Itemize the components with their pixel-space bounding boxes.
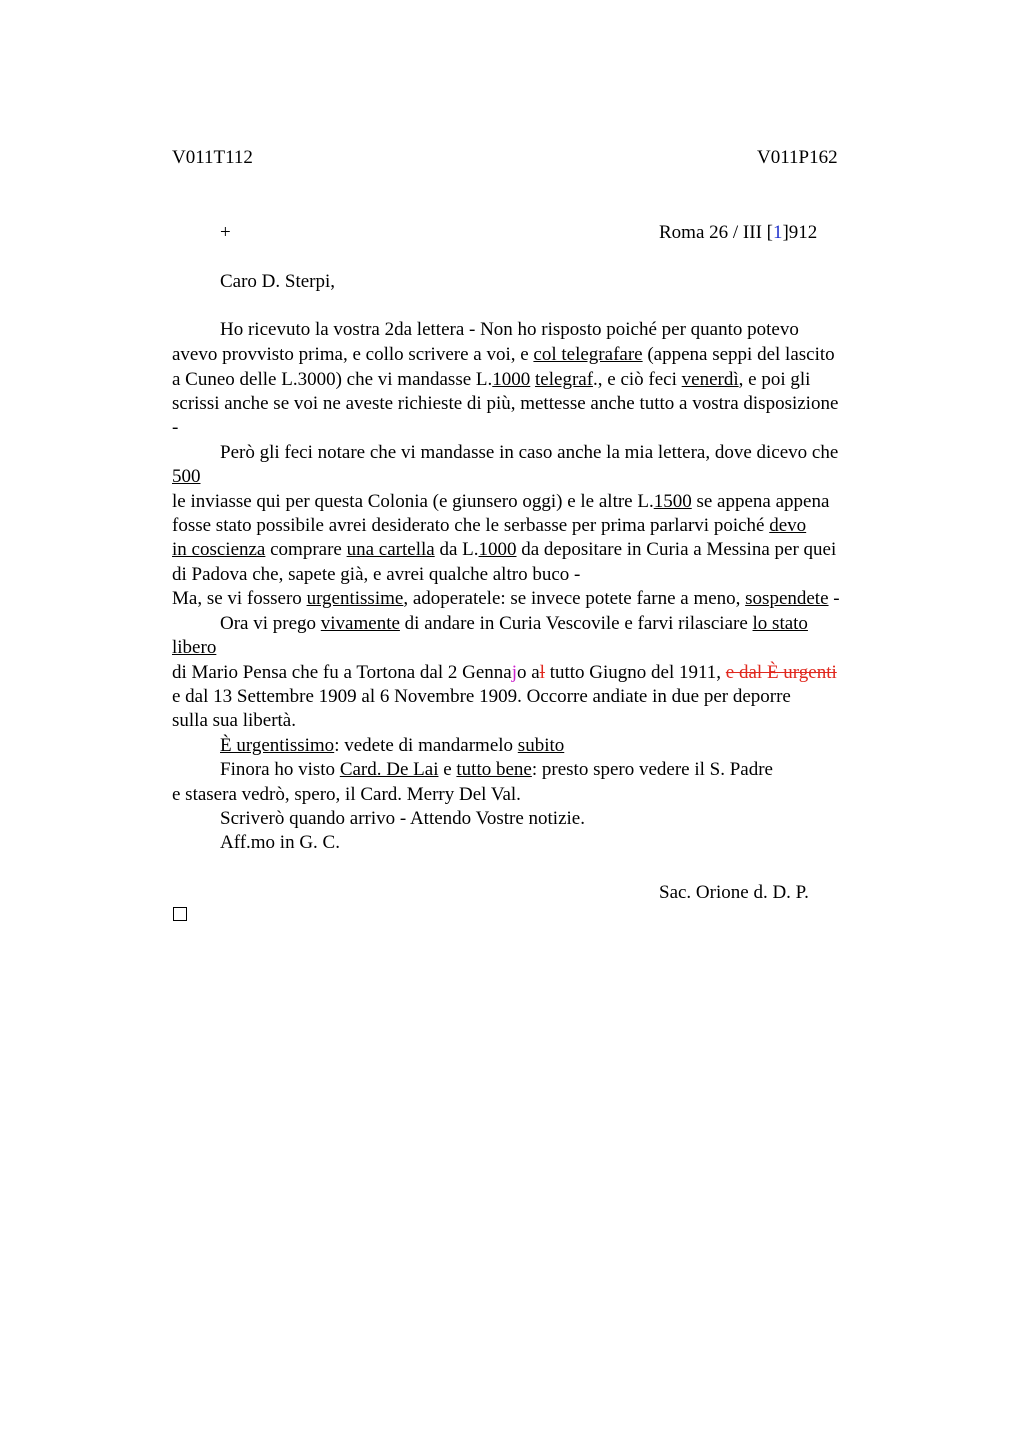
- editorial-insert: j: [511, 662, 517, 683]
- letter-date: Roma 26 / III [1]912: [659, 222, 818, 243]
- body-line: Però gli feci notare che vi mandasse in caso anche la mia lettera, dove dicevo che: [220, 442, 839, 463]
- header-left-code: V011T112: [172, 147, 253, 168]
- date-editorial-insert: 1: [772, 222, 783, 243]
- body-line: e dal 13 Settembre 1909 al 6 Novembre 1909. Occorre andiate in due per deporre: [172, 686, 791, 707]
- body-line: libero: [172, 637, 217, 658]
- body-line: fosse stato possibile avrei desiderato che le serbasse per prima parlarvi poiché devo: [172, 515, 807, 536]
- editorial-deletion: l: [539, 662, 545, 683]
- editorial-deletion: e dal È urgenti: [725, 662, 837, 683]
- body-line: Ma, se vi fossero urgentissime, adoperatele: se invece potete farne a meno, sospendete -: [172, 588, 840, 609]
- body-line: -: [172, 417, 179, 438]
- body-line: le inviasse qui per questa Colonia (e giunsero oggi) e le altre L.1500 se appena appena: [172, 491, 830, 512]
- body-line: Finora ho visto Card. De Lai e tutto bene: presto spero vedere il S. Padre: [220, 759, 773, 780]
- body-line: e stasera vedrò, spero, il Card. Merry Del Val.: [172, 784, 521, 805]
- signature: Sac. Orione d. D. P.: [659, 882, 809, 903]
- body-line: È urgentissimo: vedete di mandarmelo subito: [220, 735, 565, 756]
- body-line: 500: [172, 466, 201, 487]
- body-line: di Mario Pensa che fu a Tortona dal 2 Gennajo al tutto Giugno del 1911, e dal È urgenti: [172, 662, 837, 683]
- body-line: Ora vi prego vivamente di andare in Curia Vescovile e farvi rilasciare lo stato: [220, 613, 808, 634]
- header-right-code: V011P162: [757, 147, 838, 168]
- cross-mark: +: [220, 222, 231, 243]
- body-line: a Cuneo delle L.3000) che vi mandasse L.1000 telegraf., e ciò feci venerdì, e poi gli: [172, 369, 811, 390]
- body-line: sulla sua libertà.: [172, 710, 296, 731]
- body-line: Scriverò quando arrivo - Attendo Vostre notizie.: [220, 808, 585, 829]
- salutation: Caro D. Sterpi,: [220, 271, 336, 292]
- end-marker-square: [173, 907, 187, 921]
- body-line: in coscienza comprare una cartella da L.1000 da depositare in Curia a Messina per quei: [172, 539, 837, 560]
- closing-line: Aff.mo in G. C.: [220, 832, 340, 853]
- body-line: Ho ricevuto la vostra 2da lettera - Non ho risposto poiché per quanto potevo: [220, 319, 799, 340]
- body-line: scrissi anche se voi ne aveste richieste di più, mettesse anche tutto a vostra disposizione: [172, 393, 839, 414]
- body-line: di Padova che, sapete già, e avrei qualche altro buco -: [172, 564, 581, 585]
- body-line: avevo provvisto prima, e collo scrivere a voi, e col telegrafare (appena seppi del lascito: [172, 344, 835, 365]
